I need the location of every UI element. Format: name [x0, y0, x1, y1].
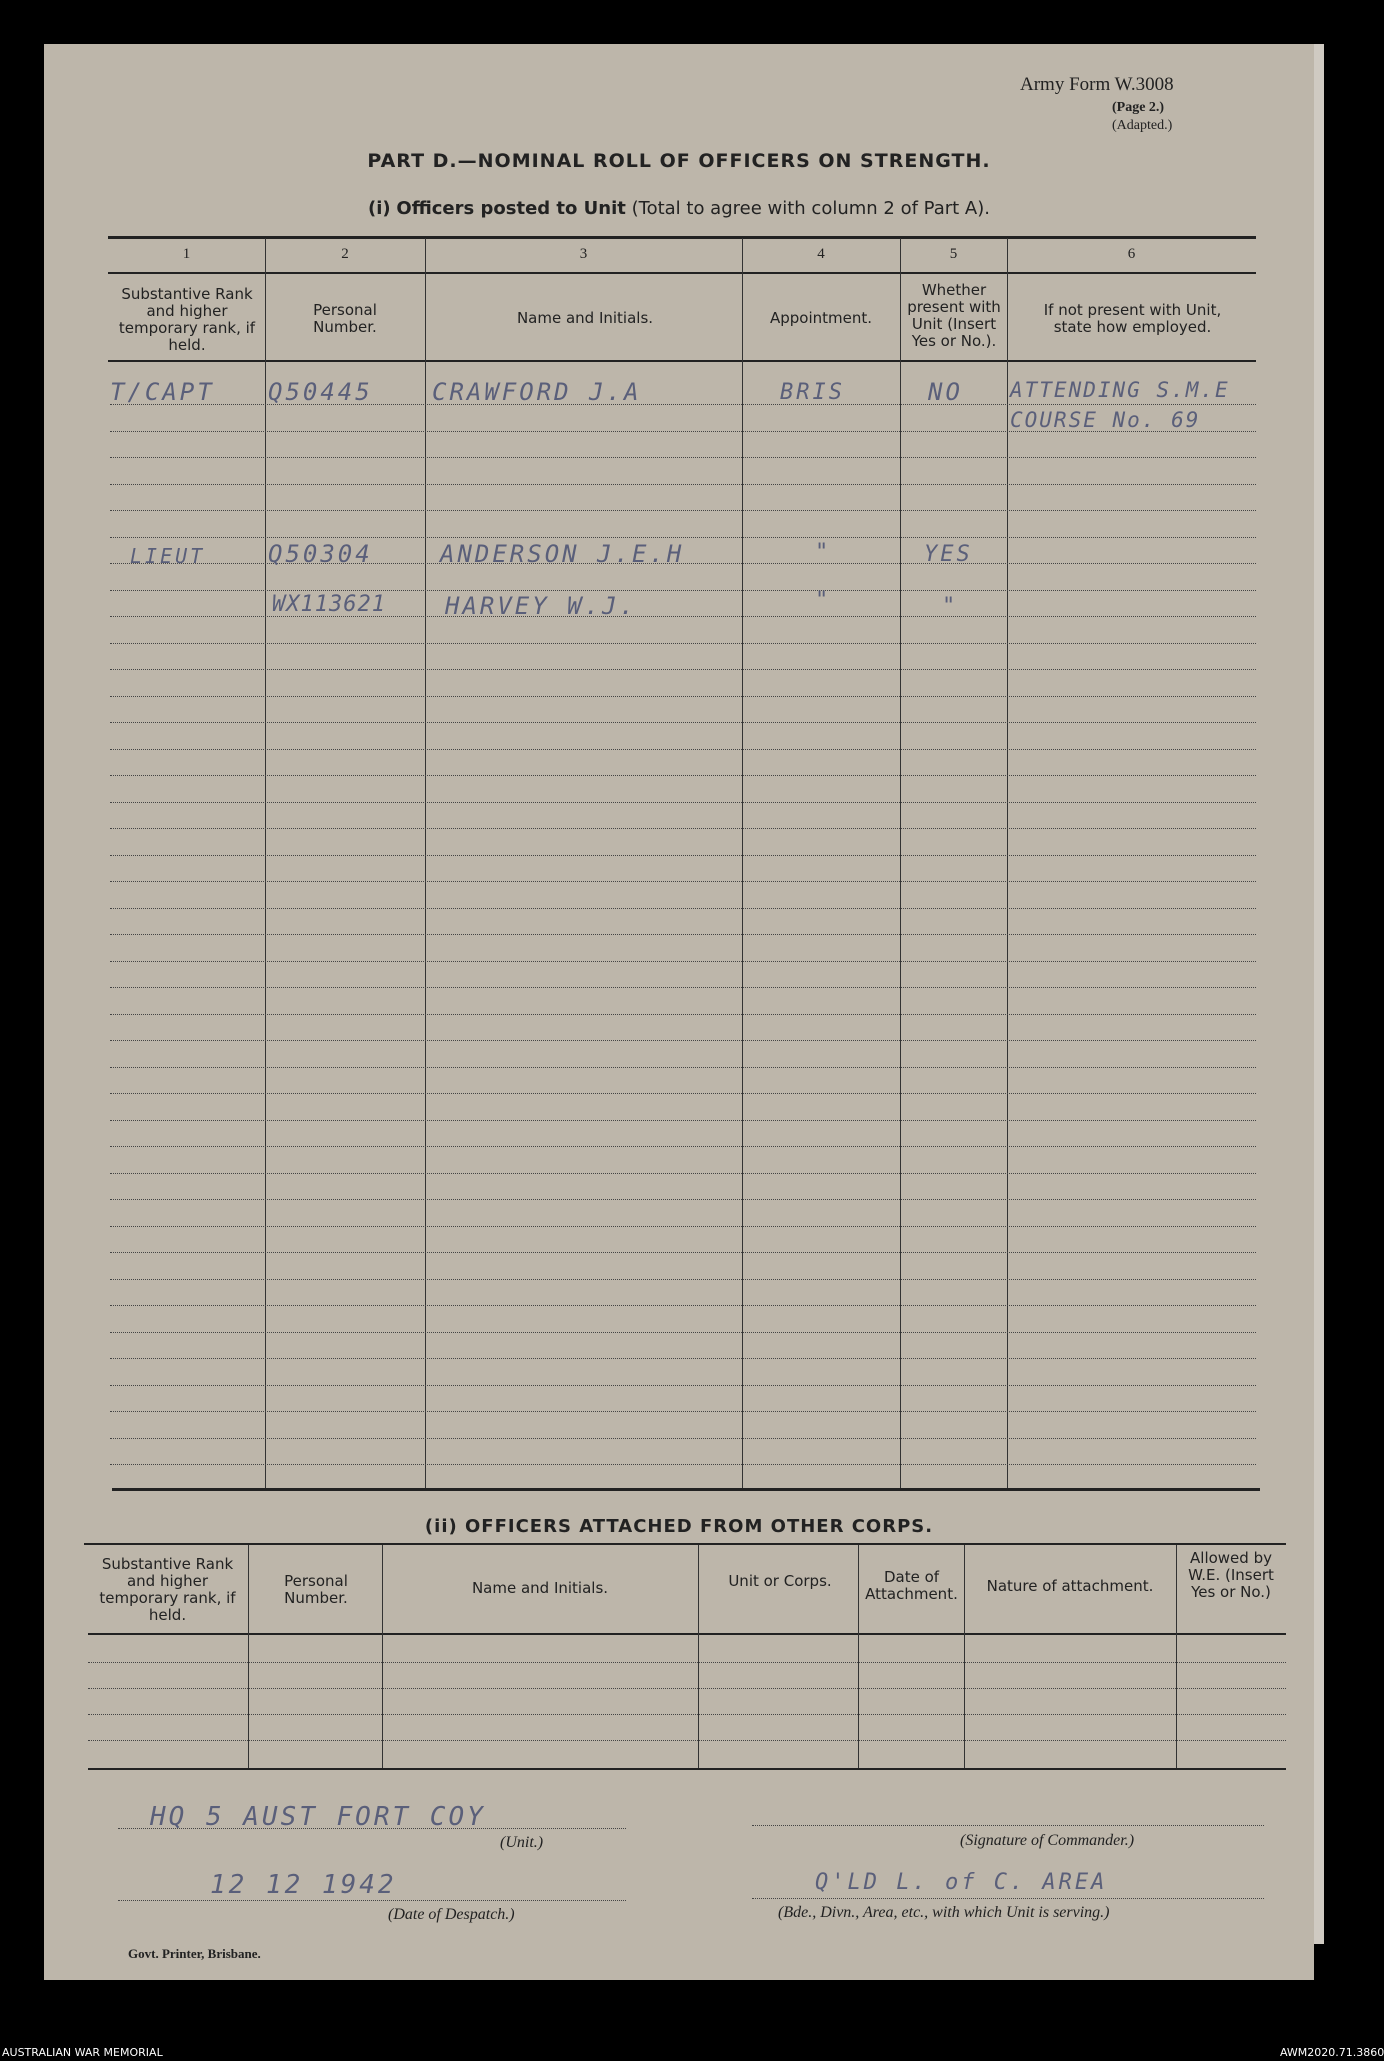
archive-right-caption: AWM2020.71.3860 — [1280, 2046, 1384, 2059]
col-number-6: 6 — [1127, 246, 1136, 262]
entry-r2-rank: LIEUT — [130, 544, 206, 568]
table2-bottom-rule — [88, 1768, 1286, 1770]
t2-header-allowed: Allowed by W.E. (Insert Yes or No.) — [1188, 1549, 1274, 1601]
entry-r3-number: WX113621 — [272, 592, 386, 617]
section1-bold: Officers posted to Unit — [396, 198, 626, 219]
entry-r1-name: CRAWFORD J.A — [432, 378, 642, 406]
table1-row-rule — [110, 1093, 1256, 1094]
unit-line — [118, 1828, 626, 1829]
table1-row-rule — [110, 669, 1256, 670]
sheet-edge — [1314, 44, 1324, 1944]
entry-r1-appointment: BRIS — [780, 380, 845, 405]
table2-col-divider-5 — [964, 1545, 965, 1768]
table1-row-rule — [110, 775, 1256, 776]
section1-prefix: (i) — [368, 198, 391, 219]
table1-bottom-rule — [112, 1488, 1260, 1491]
table1-row-rule — [110, 987, 1256, 988]
entry-r1-rank: T/CAPT — [110, 378, 215, 406]
table1-row-rule — [110, 1120, 1256, 1121]
t2-header-personal-number: Personal Number. — [284, 1572, 348, 1607]
area-line — [752, 1898, 1264, 1899]
t2-header-name: Name and Initials. — [471, 1579, 609, 1597]
col-number-4: 4 — [817, 246, 825, 262]
table2-row-rule — [88, 1740, 1286, 1741]
table1-col-divider-2 — [425, 238, 426, 1488]
table1-col-divider-4 — [900, 238, 901, 1488]
header-personal-number: Personal Number. — [313, 301, 377, 336]
footer-area-value: Q'LD L. of C. AREA — [815, 1870, 1108, 1895]
table1-row-rule — [110, 1014, 1256, 1015]
table1-row-rule — [110, 908, 1256, 909]
table1-col-divider-3 — [742, 238, 743, 1488]
table1-row-rule — [110, 1438, 1256, 1439]
table1-row-rule — [110, 590, 1256, 591]
table1-col-divider-5 — [1007, 238, 1008, 1488]
table2-col-divider-2 — [382, 1545, 383, 1768]
header-how-employed: If not present with Unit, state how employed. — [1043, 301, 1222, 336]
section1-note: (Total to agree with column 2 of Part A). — [631, 198, 990, 219]
table1-row-rule — [110, 1173, 1256, 1174]
entry-r3-name: HARVEY W.J. — [445, 592, 637, 620]
table1-row-rule — [110, 1279, 1256, 1280]
entry-r3-present: " — [942, 594, 959, 619]
col-number-2: 2 — [341, 246, 349, 262]
page-title: PART D.—NOMINAL ROLL OF OFFICERS ON STRENGTH. — [367, 150, 991, 172]
header-name: Name and Initials. — [516, 309, 654, 327]
table1-row-rule — [110, 828, 1256, 829]
table1-row-rule — [110, 1067, 1256, 1068]
section2-prefix: (ii) — [424, 1516, 458, 1537]
entry-r3-appointment: " — [815, 588, 832, 613]
table1-row-rule — [110, 934, 1256, 935]
header-appointment: Appointment. — [769, 309, 873, 327]
table1-row-rule — [110, 1332, 1256, 1333]
col-number-3: 3 — [579, 246, 588, 262]
table2-col-divider-1 — [248, 1545, 249, 1768]
table1-row-rule — [110, 1385, 1256, 1386]
entry-r1-number: Q50445 — [268, 378, 373, 406]
section1-heading — [44, 198, 1314, 219]
entry-r1-present: NO — [928, 378, 963, 406]
table2-row-rule — [88, 1688, 1286, 1689]
footer-date-label: (Date of Despatch.) — [388, 1906, 515, 1923]
table1-row-rule — [110, 1146, 1256, 1147]
table1-row-rule — [110, 1199, 1256, 1200]
printer-credit: Govt. Printer, Brisbane. — [128, 1946, 261, 1961]
table1-row-rule — [110, 1226, 1256, 1227]
table1-row-rule — [110, 1358, 1256, 1359]
table2-col-divider-6 — [1176, 1545, 1177, 1768]
entry-r2-number: Q50304 — [268, 540, 373, 568]
table1-header-rule — [108, 272, 1256, 274]
table2-col-divider-3 — [698, 1545, 699, 1768]
t2-header-date: Date of Attachment. — [865, 1568, 958, 1603]
section2-title: OFFICERS ATTACHED FROM OTHER CORPS. — [465, 1516, 934, 1537]
table1-row-rule — [110, 802, 1256, 803]
header-rank: Substantive Rank and higher temporary rank, if held. — [118, 285, 256, 354]
table1-row-rule — [110, 1040, 1256, 1041]
table1-row-rule — [110, 484, 1256, 485]
date-line — [118, 1900, 626, 1901]
table1-row-rule — [110, 537, 1256, 538]
section2-heading — [44, 1516, 1314, 1537]
table2-header-rule — [88, 1633, 1286, 1635]
table1-row-rule — [110, 749, 1256, 750]
table1-body-rule — [108, 360, 1256, 362]
table1-col-divider-1 — [265, 238, 266, 1488]
table1-row-rule — [110, 643, 1256, 644]
footer-signature-label: (Signature of Commander.) — [960, 1832, 1135, 1849]
entry-r2-present: YES — [924, 542, 973, 567]
form-page: (Page 2.) — [1112, 100, 1165, 115]
table1-row-rule — [110, 696, 1256, 697]
footer-area-label: (Bde., Divn., Area, etc., with which Unit is serving.) — [778, 1904, 1110, 1921]
table1-row-rule — [110, 722, 1256, 723]
table1-row-rule — [110, 881, 1256, 882]
table1-top-rule — [108, 236, 1256, 239]
table1-row-rule — [110, 855, 1256, 856]
table2-top-rule — [84, 1543, 1286, 1545]
footer-unit-value: HQ 5 AUST FORT COY — [150, 1802, 486, 1832]
table2-row-rule — [88, 1662, 1286, 1663]
table1-row-rule — [110, 457, 1256, 458]
table1-row-rule — [110, 1411, 1256, 1412]
table1-row-rule — [110, 1305, 1256, 1306]
t2-header-rank: Substantive Rank and higher temporary rank, if held. — [99, 1555, 236, 1624]
header-present: Whether present with Unit (Insert Yes or No.). — [907, 281, 1001, 350]
table1-row-rule — [110, 961, 1256, 962]
t2-header-unit: Unit or Corps. — [728, 1572, 832, 1590]
table2-row-rule — [88, 1714, 1286, 1715]
signature-line — [752, 1825, 1264, 1826]
t2-header-nature: Nature of attachment. — [986, 1577, 1154, 1595]
entry-r1-employed-line2: COURSE No. 69 — [1010, 408, 1201, 432]
entry-r1-employed: ATTENDING S.M.E — [1010, 378, 1230, 402]
archive-left-caption: AUSTRALIAN WAR MEMORIAL — [2, 2046, 163, 2059]
entry-r2-name: ANDERSON J.E.H — [440, 540, 685, 568]
table1-row-rule — [110, 1464, 1256, 1465]
entry-r2-appointment: " — [815, 540, 832, 565]
form-adapted: (Adapted.) — [1112, 118, 1173, 133]
form-id: Army Form W.3008 — [1020, 74, 1174, 95]
col-number-5: 5 — [949, 246, 958, 262]
table1-row-rule — [110, 510, 1256, 511]
footer-date-value: 12 12 1942 — [210, 1870, 397, 1900]
col-number-1: 1 — [182, 246, 191, 262]
footer-unit-label: (Unit.) — [500, 1834, 544, 1851]
table1-row-rule — [110, 1252, 1256, 1253]
